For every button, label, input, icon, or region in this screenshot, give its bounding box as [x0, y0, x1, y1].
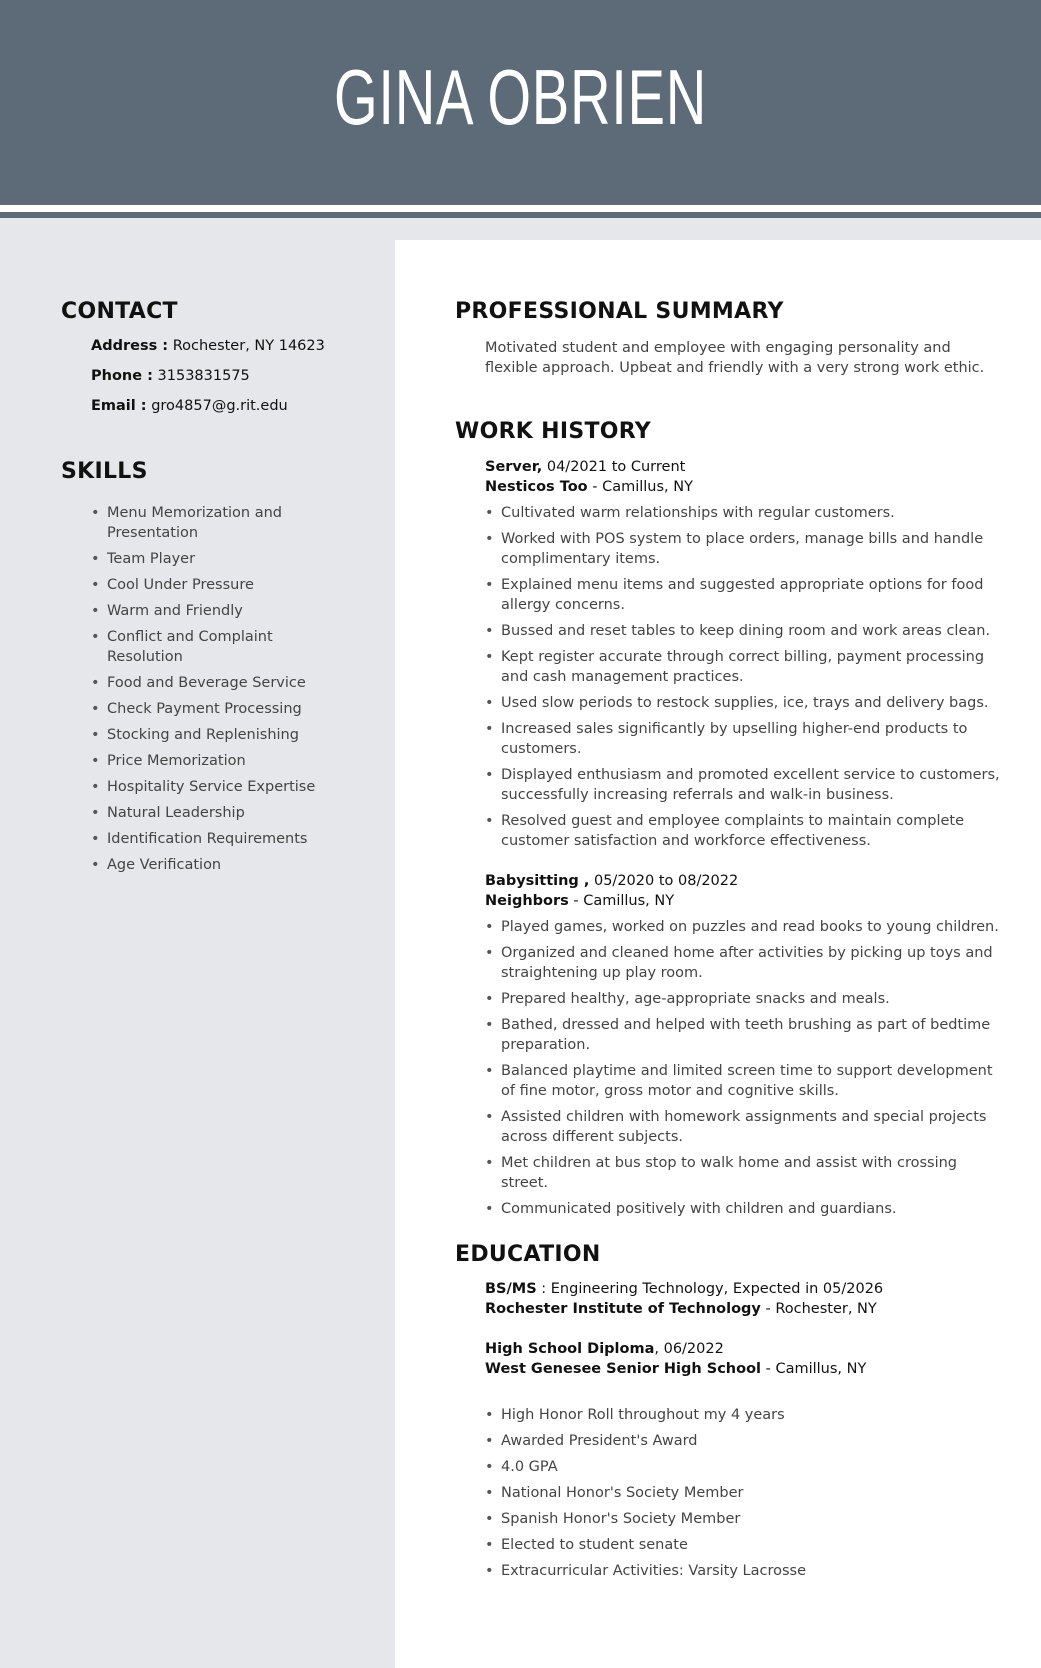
header-divider	[0, 205, 1041, 212]
job-bullet: • Displayed enthusiasm and promoted excellent service to customers, successfully increasing referrals and walk-in business.	[485, 765, 1005, 805]
skill-item: • Menu Memorization and Presentation	[91, 503, 331, 543]
candidate-name: GINA OBRIEN	[333, 53, 708, 141]
education-degree: High School Diploma	[485, 1341, 655, 1357]
contact-phone	[91, 368, 250, 384]
job-bullet: • Played games, worked on puzzles and read books to young children.	[485, 917, 1005, 937]
email-value: gro4857@g.rit.edu	[151, 398, 288, 414]
skill-item: • Warm and Friendly	[91, 601, 331, 621]
job-role-line	[485, 457, 693, 477]
contact-address	[91, 338, 325, 354]
phone-label: Phone :	[91, 368, 153, 384]
skill-item: • Team Player	[91, 549, 331, 569]
education-degree-line	[485, 1279, 883, 1299]
job-bullet: • Increased sales significantly by upselling higher-end products to customers.	[485, 719, 1005, 759]
education-bullet: • Elected to student senate	[485, 1535, 1005, 1555]
education-school: Rochester Institute of Technology	[485, 1301, 761, 1317]
skills-list	[91, 503, 331, 881]
job-bullet: • Met children at bus stop to walk home and assist with crossing street.	[485, 1153, 1005, 1193]
contact-title: CONTACT	[61, 299, 178, 324]
skill-item: • Identification Requirements	[91, 829, 331, 849]
job-dates: 04/2021 to Current	[542, 459, 686, 475]
education-bullet: • National Honor's Society Member	[485, 1483, 1005, 1503]
education-school-line	[485, 1299, 883, 1319]
skill-item: • Price Memorization	[91, 751, 331, 771]
address-value: Rochester, NY 14623	[172, 338, 325, 354]
job-employer-line	[485, 891, 738, 911]
education-title: EDUCATION	[455, 1242, 601, 1267]
job-role-line	[485, 871, 738, 891]
contact-email	[91, 398, 288, 414]
skills-title: SKILLS	[61, 459, 148, 484]
job-bullet: • Cultivated warm relationships with regular customers.	[485, 503, 1005, 523]
skill-item: • Cool Under Pressure	[91, 575, 331, 595]
job-bullet: • Communicated positively with children and guardians.	[485, 1199, 1005, 1219]
sidebar	[0, 218, 395, 1668]
summary-text: Motivated student and employee with engaging personality and flexible approach. Upbeat and friendly with a very strong work ethic.	[485, 340, 985, 376]
job-role: Babysitting ,	[485, 873, 590, 889]
education-bullet: • High Honor Roll throughout my 4 years	[485, 1405, 1005, 1425]
job-employer: Nesticos Too	[485, 479, 588, 495]
job-role: Server,	[485, 459, 543, 475]
job-bullet: • Used slow periods to restock supplies, ice, trays and delivery bags.	[485, 693, 1005, 713]
education-school: West Genesee Senior High School	[485, 1361, 762, 1377]
job-bullet: • Resolved guest and employee complaints to maintain complete customer satisfaction and workforce effectiveness.	[485, 811, 1005, 851]
education-entry	[485, 1279, 883, 1319]
skill-item: • Stocking and Replenishing	[91, 725, 331, 745]
job-bullet: • Organized and cleaned home after activities by picking up toys and straightening up play room.	[485, 943, 1005, 983]
education-school-line	[485, 1359, 866, 1379]
job-location: - Camillus, NY	[568, 893, 675, 909]
job-dates: 05/2020 to 08/2022	[589, 873, 739, 889]
email-label: Email :	[91, 398, 147, 414]
job-bullet: • Prepared healthy, age-appropriate snacks and meals.	[485, 989, 1005, 1009]
job-bullet: • Balanced playtime and limited screen time to support development of fine motor, gross motor and cognitive skills.	[485, 1061, 1005, 1101]
education-detail: , 06/2022	[654, 1341, 724, 1357]
job-bullet: • Explained menu items and suggested appropriate options for food allergy concerns.	[485, 575, 1005, 615]
education-bullet: • Awarded President's Award	[485, 1431, 1005, 1451]
education-location: - Rochester, NY	[760, 1301, 877, 1317]
job-location: - Camillus, NY	[587, 479, 693, 495]
job-employer-line	[485, 477, 693, 497]
job-bullet: • Bussed and reset tables to keep dining room and work areas clean.	[485, 621, 1005, 641]
job-bullets	[485, 503, 1005, 857]
job-employer: Neighbors	[485, 893, 569, 909]
job-bullet: • Assisted children with homework assignments and special projects across different subjects.	[485, 1107, 1005, 1147]
skill-item: • Food and Beverage Service	[91, 673, 331, 693]
education-bullet: • Spanish Honor's Society Member	[485, 1509, 1005, 1529]
job-bullet: • Kept register accurate through correct billing, payment processing and cash management practices.	[485, 647, 1005, 687]
work-history-title: WORK HISTORY	[455, 419, 652, 444]
education-bullets	[485, 1405, 1005, 1587]
education-degree: BS/MS	[485, 1281, 537, 1297]
job-header	[485, 871, 738, 911]
education-degree-line	[485, 1339, 866, 1359]
skill-item: • Conflict and Complaint Resolution	[91, 627, 331, 667]
job-header	[485, 457, 693, 497]
education-detail: : Engineering Technology, Expected in 05/2026	[536, 1281, 884, 1297]
education-location: - Camillus, NY	[761, 1361, 867, 1377]
education-bullet: • 4.0 GPA	[485, 1457, 1005, 1477]
skill-item: • Hospitality Service Expertise	[91, 777, 331, 797]
skill-item: • Age Verification	[91, 855, 331, 875]
education-bullet: • Extracurricular Activities: Varsity Lacrosse	[485, 1561, 1005, 1581]
summary-title: PROFESSIONAL SUMMARY	[455, 299, 784, 324]
education-entry	[485, 1339, 866, 1379]
top-band	[395, 218, 1041, 240]
phone-value: 3153831575	[157, 368, 250, 384]
job-bullets	[485, 917, 1005, 1225]
job-bullet: • Bathed, dressed and helped with teeth brushing as part of bedtime preparation.	[485, 1015, 1005, 1055]
address-label: Address :	[91, 338, 169, 354]
skill-item: • Natural Leadership	[91, 803, 331, 823]
job-bullet: • Worked with POS system to place orders, manage bills and handle complimentary items.	[485, 529, 1005, 569]
skill-item: • Check Payment Processing	[91, 699, 331, 719]
